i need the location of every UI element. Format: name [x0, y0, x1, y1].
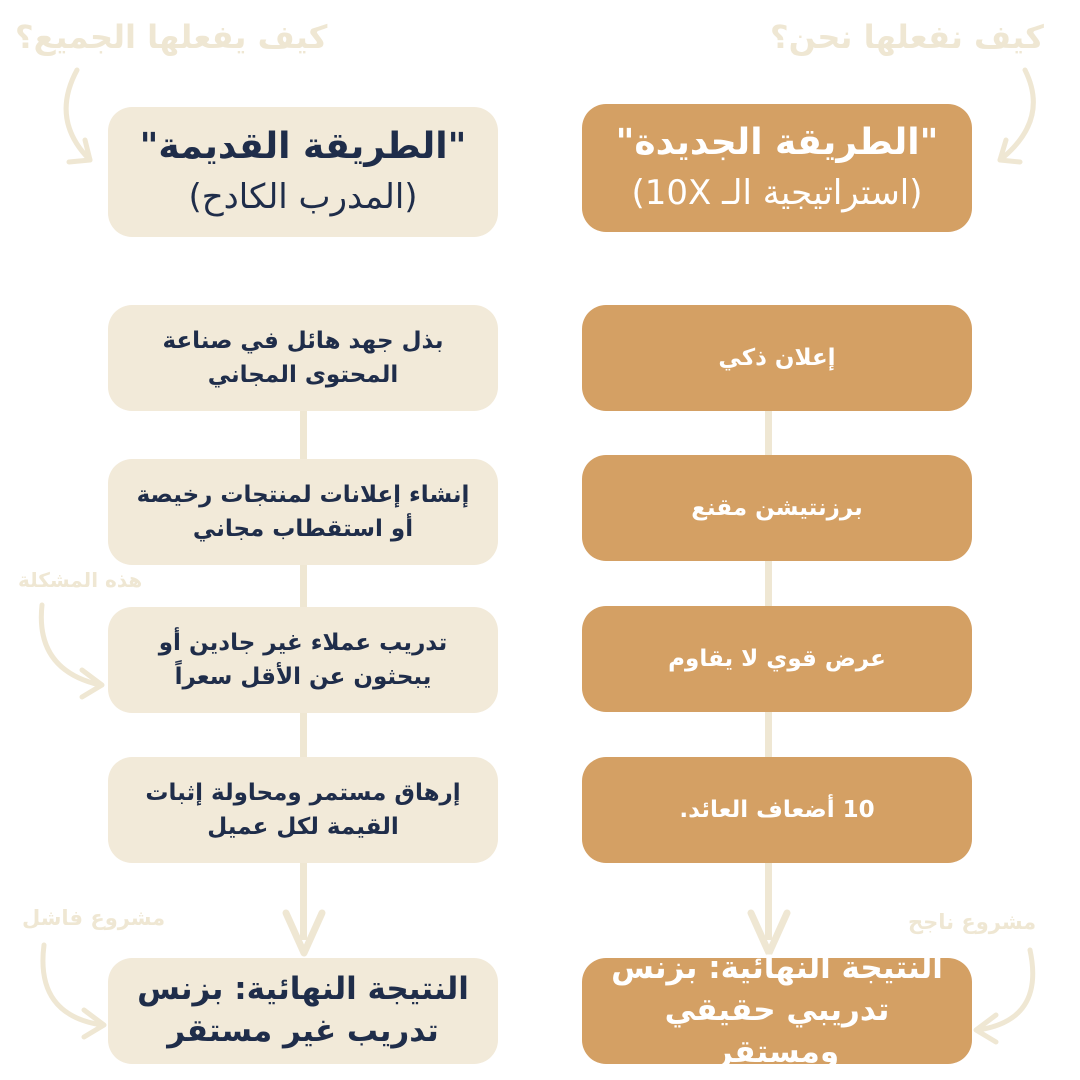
- new-step-3: [582, 606, 972, 712]
- new-step-2-text: برزنتيشن مقنع: [691, 494, 863, 521]
- problem-curved-arrow-icon: [30, 600, 110, 700]
- new-step-3-text: عرض قوي لا يقاوم: [668, 645, 886, 672]
- new-final-result-text: النتيجة النهائية: بزنس تدريبي حقيقي ومستقر: [611, 950, 943, 1070]
- old-way-title: "الطريقة القديمة": [139, 126, 467, 168]
- right-curved-arrow-icon: [980, 65, 1050, 175]
- right-question: كيف نفعلها نحن؟: [770, 18, 1044, 56]
- old-final-result: [108, 958, 498, 1064]
- problem-note: هذه المشكلة: [18, 568, 143, 592]
- old-step-3: [108, 607, 498, 713]
- old-step-1-text: بذل جهد هائل في صناعة المحتوى المجاني: [162, 327, 444, 388]
- failed-project-note: مشروع فاشل: [22, 906, 166, 930]
- new-way-subtitle: (استراتيجية الـ 10X): [631, 172, 923, 213]
- old-way-header: [108, 107, 498, 237]
- success-curved-arrow-icon: [970, 945, 1050, 1045]
- new-step-1: [582, 305, 972, 411]
- old-step-4: [108, 757, 498, 863]
- old-step-1: [108, 305, 498, 411]
- old-final-result-text: النتيجة النهائية: بزنس تدريب غير مستقر: [137, 971, 469, 1049]
- new-final-result: [582, 950, 972, 1070]
- old-step-4-text: إرهاق مستمر ومحاولة إثبات القيمة لكل عميل: [145, 779, 461, 840]
- failed-curved-arrow-icon: [30, 940, 110, 1040]
- old-way-subtitle: (المدرب الكادح): [188, 176, 418, 217]
- new-step-1-text: إعلان ذكي: [718, 344, 836, 371]
- left-question: كيف يفعلها الجميع؟: [15, 18, 328, 56]
- left-down-arrow-icon: [280, 905, 328, 960]
- new-way-title: "الطريقة الجديدة": [615, 122, 939, 164]
- new-step-4-text: 10 أضعاف العائد.: [679, 796, 875, 823]
- new-step-2: [582, 455, 972, 561]
- old-step-3-text: تدريب عملاء غير جادين أو يبحثون عن الأقل سعراً: [158, 629, 448, 690]
- new-way-header: [582, 104, 972, 232]
- old-step-2-text: إنشاء إعلانات لمنتجات رخيصة أو استقطاب مجاني: [136, 481, 470, 542]
- successful-project-note: مشروع ناجح: [908, 910, 1037, 934]
- old-step-2: [108, 459, 498, 565]
- new-step-4: [582, 757, 972, 863]
